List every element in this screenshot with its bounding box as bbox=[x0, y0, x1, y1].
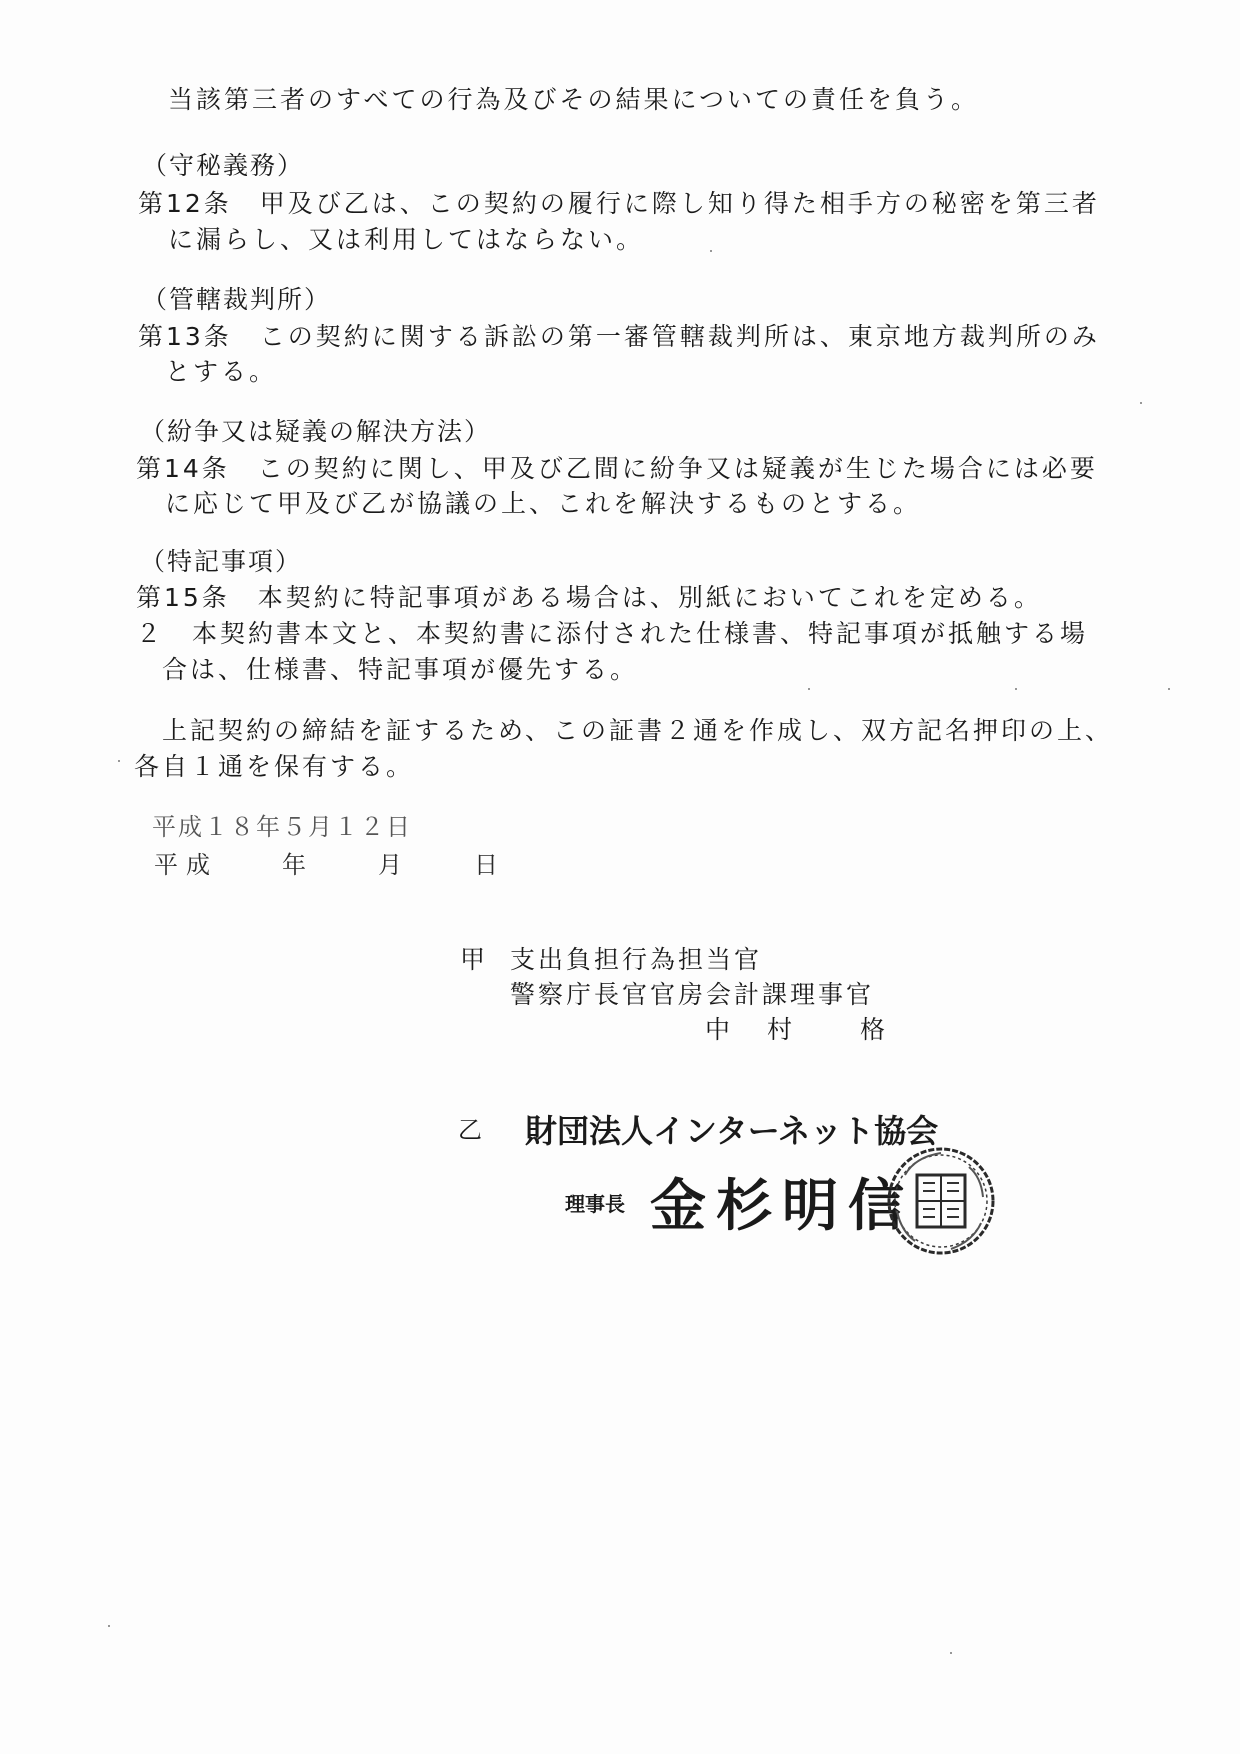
article-heading: （紛争又は疑義の解決方法） bbox=[140, 417, 492, 446]
party-b-organization: 財団法人インターネット協会 bbox=[525, 1112, 939, 1150]
scan-speck bbox=[1140, 402, 1142, 404]
article-text: 第15条 本契約に特記事項がある場合は、別紙においてこれを定める。 bbox=[136, 583, 1042, 612]
article-text: 第13条 この契約に関する訴訟の第一審管轄裁判所は、東京地方裁判所のみ bbox=[138, 322, 1100, 351]
article-text: ２ 本契約書本文と、本契約書に添付された仕様書、特記事項が抵触する場 bbox=[136, 619, 1089, 648]
blank-date: 平成 年 月 日 bbox=[154, 851, 506, 879]
scan-speck bbox=[950, 1652, 952, 1654]
scan-speck bbox=[1168, 688, 1170, 690]
article-text: に漏らし、又は利用してはならない。 bbox=[168, 225, 645, 254]
article-text: 第12条 甲及び乙は、この契約の履行に際し知り得た相手方の秘密を第三者 bbox=[138, 189, 1100, 218]
scan-speck bbox=[118, 760, 120, 762]
party-a-label: 甲 bbox=[460, 945, 489, 974]
article-text: に応じて甲及び乙が協議の上、これを解決するものとする。 bbox=[165, 489, 922, 518]
scan-speck bbox=[1015, 688, 1017, 690]
seal-stamp-icon bbox=[885, 1145, 997, 1257]
article-heading: （特記事項） bbox=[140, 547, 303, 576]
text-line: 当該第三者のすべての行為及びその結果についての責任を負う。 bbox=[168, 85, 980, 114]
article-text: 合は、仕様書、特記事項が優先する。 bbox=[162, 655, 639, 684]
party-a-title: 警察庁長官官房会計課理事官 bbox=[510, 980, 875, 1009]
scan-speck bbox=[808, 688, 810, 690]
party-a-title: 支出負担行為担当官 bbox=[510, 945, 763, 974]
closing-text: 上記契約の締結を証するため、この証書２通を作成し、双方記名押印の上、 bbox=[162, 716, 1114, 745]
article-heading: （守秘義務） bbox=[142, 151, 305, 180]
article-heading: （管轄裁判所） bbox=[142, 285, 332, 314]
article-text: 第14条 この契約に関し、甲及び乙間に紛争又は疑義が生じた場合には必要 bbox=[136, 454, 1098, 483]
scan-speck bbox=[108, 1625, 110, 1627]
closing-text: 各自１通を保有する。 bbox=[134, 752, 415, 781]
party-b-position: 理事長 bbox=[565, 1192, 625, 1216]
scan-speck bbox=[710, 250, 712, 252]
party-b-label: 乙 bbox=[458, 1116, 485, 1144]
party-a-name: 中 村 格 bbox=[705, 1015, 892, 1044]
party-b-signatory: 金杉明信 bbox=[650, 1173, 914, 1239]
stamped-date: 平成１８年５月１２日 bbox=[152, 813, 412, 841]
article-text: とする。 bbox=[165, 357, 278, 386]
